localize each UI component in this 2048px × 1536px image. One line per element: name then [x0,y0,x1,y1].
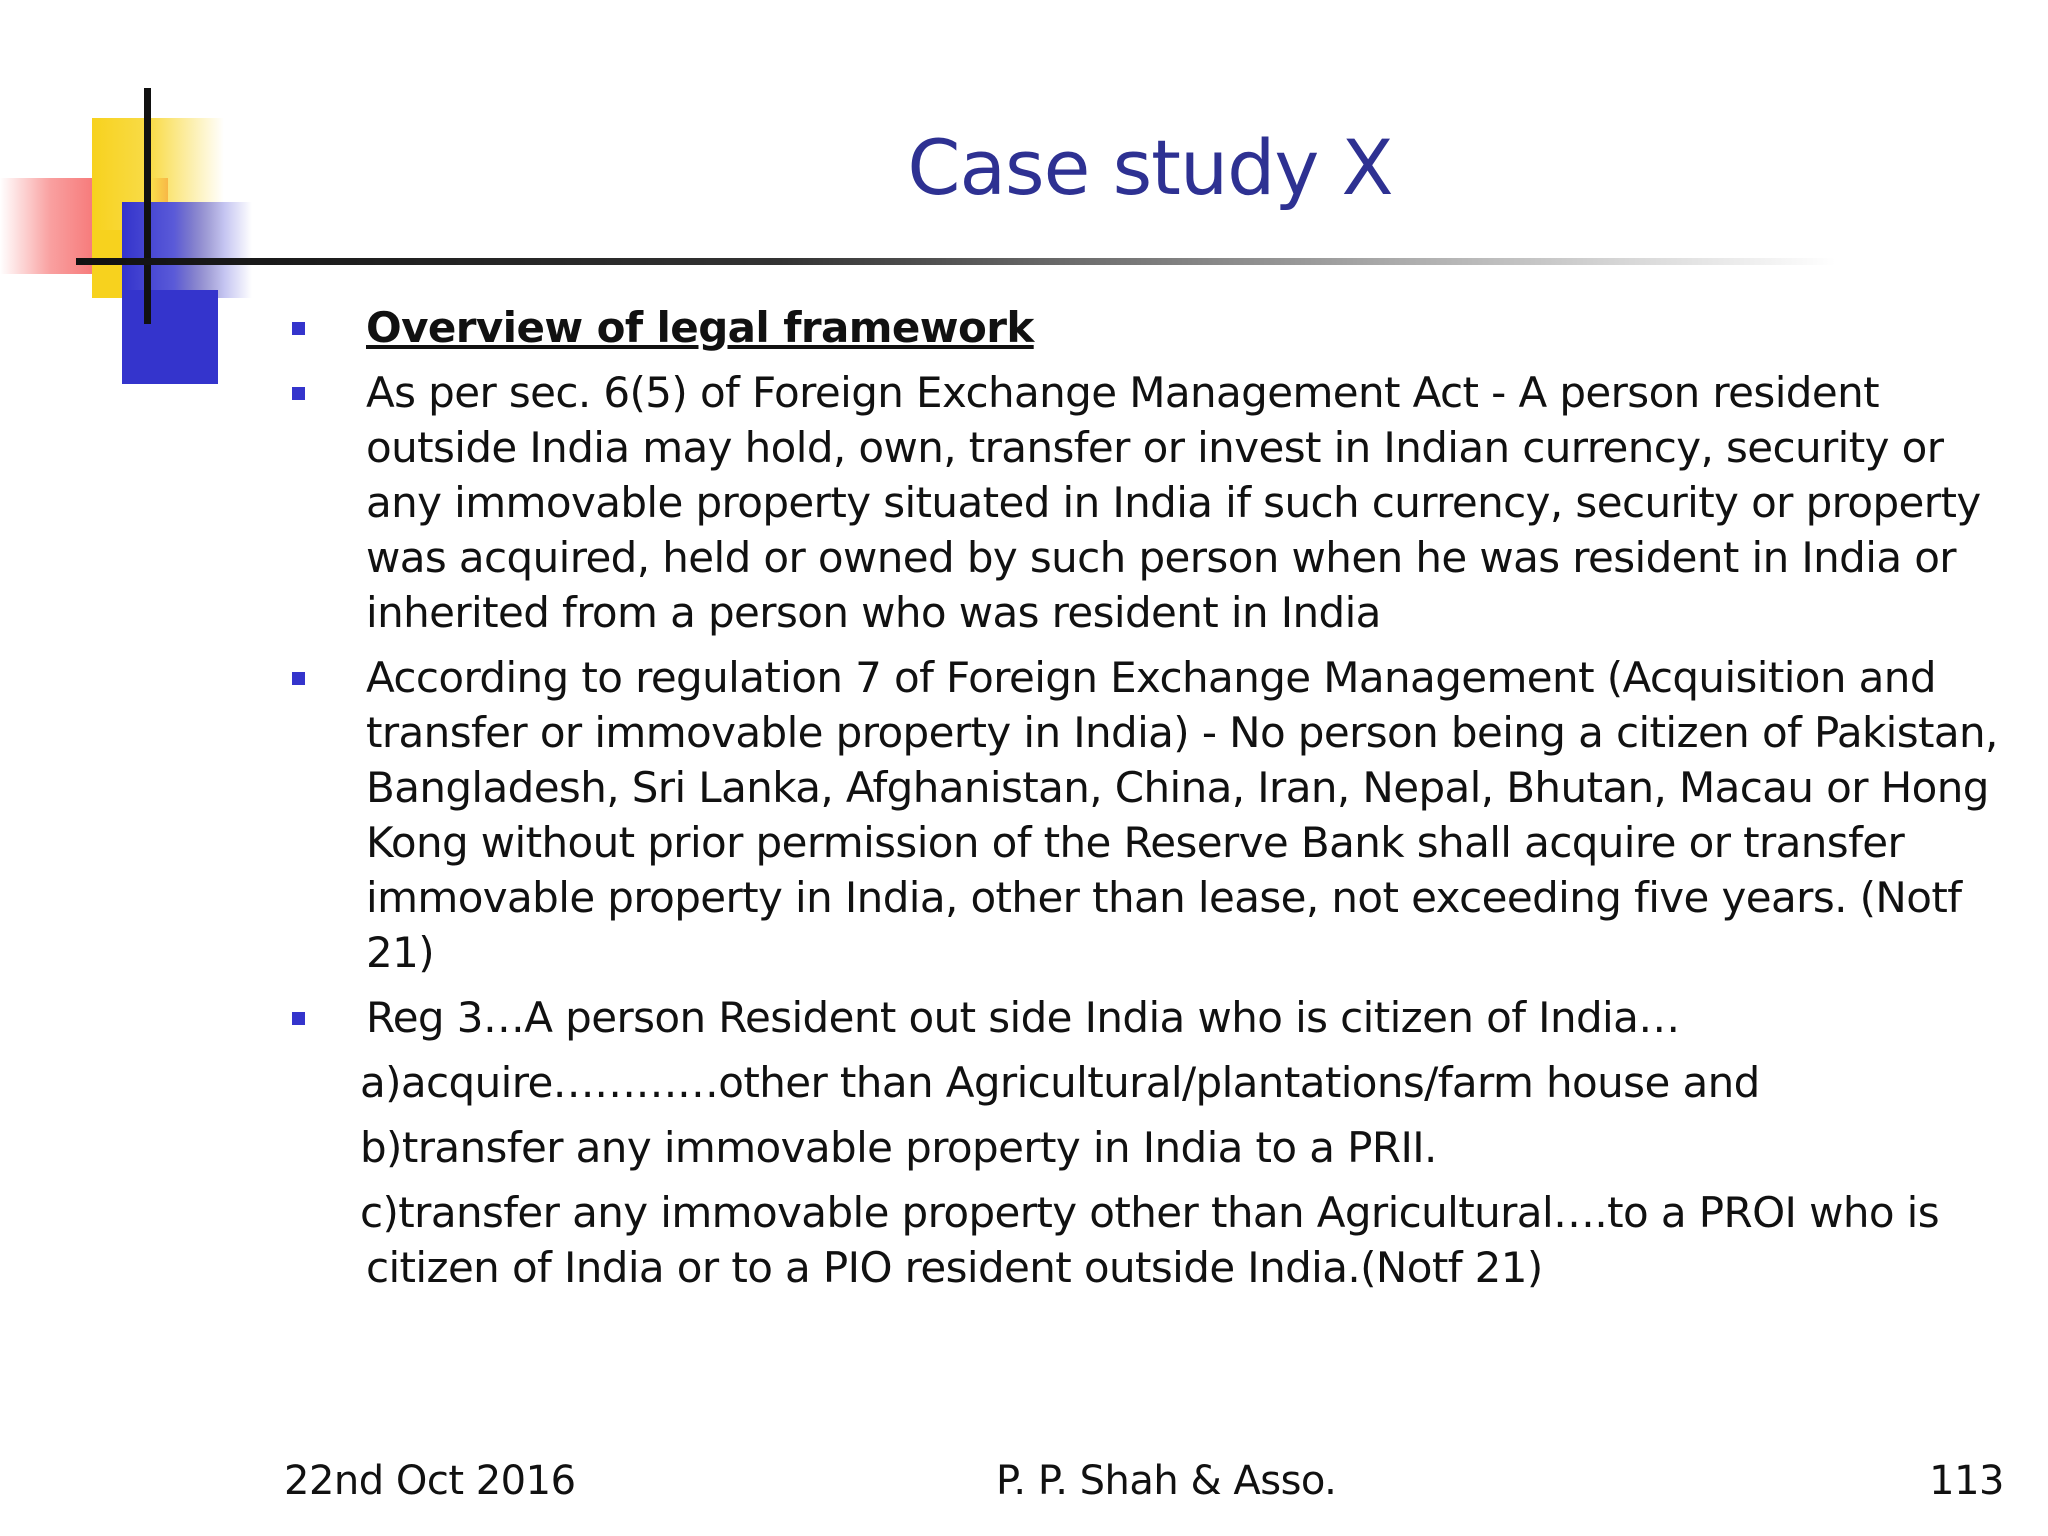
sub-item-b: b)transfer any immovable property in India to a PRII. [360,1123,1437,1172]
decor-vertical-line [144,88,151,324]
square-bullet-icon [292,322,305,335]
slide-content [288,300,2008,1305]
bullet-item-overview [288,300,2008,355]
bullet-text: According to regulation 7 of Foreign Exchange Management (Acquisition and transfer or immovable property in India) - No person being a citizen of Pakistan, Bangladesh, Sri Lanka, Afghanistan, China, Iran, Nepal, Bhutan, Macau or Hong Kong without prior permission of the Reserve Bank shall acquire or transfer immovable property in India, other than lease, not exceeding five years. (Notf 21) [366,653,1998,977]
slide-title: Case study X [907,123,1393,212]
bullet-text: As per sec. 6(5) of Foreign Exchange Management Act - A person resident outside India may hold, own, transfer or invest in Indian currency, security or any immovable property situated in India if such currency, security or property was acquired, held or owned by such person when he was resident in India or inherited from a person who was resident in India [366,368,1981,637]
sub-item-text: c)transfer any immovable property other than Agricultural….to a PROI who is citizen of India or to a PIO resident outside India.(Notf 21) [360,1188,1940,1292]
square-bullet-icon [292,672,305,685]
decor-blue-block [122,202,252,298]
bullet-text: Reg 3…A person Resident out side India who is citizen of India… [366,993,1680,1042]
footer-page-number: 113 [1929,1458,2004,1504]
footer-date: 22nd Oct 2016 [284,1458,576,1504]
sub-item-a: a)acquire…………other than Agricultural/plantations/farm house and [360,1058,1760,1107]
bullet-item-sec-6-5 [288,365,2008,640]
square-bullet-icon [292,1012,305,1025]
footer-author: P. P. Shah & Asso. [996,1458,1337,1504]
title-divider-line [76,258,1836,265]
bullet-item-regulation-7 [288,650,2008,980]
sub-item-c [288,1185,2008,1295]
decor-blue-block-lower [122,290,218,384]
bullet-text: Overview of legal framework [366,303,1034,352]
bullet-item-reg-3 [288,990,2008,1045]
square-bullet-icon [292,387,305,400]
